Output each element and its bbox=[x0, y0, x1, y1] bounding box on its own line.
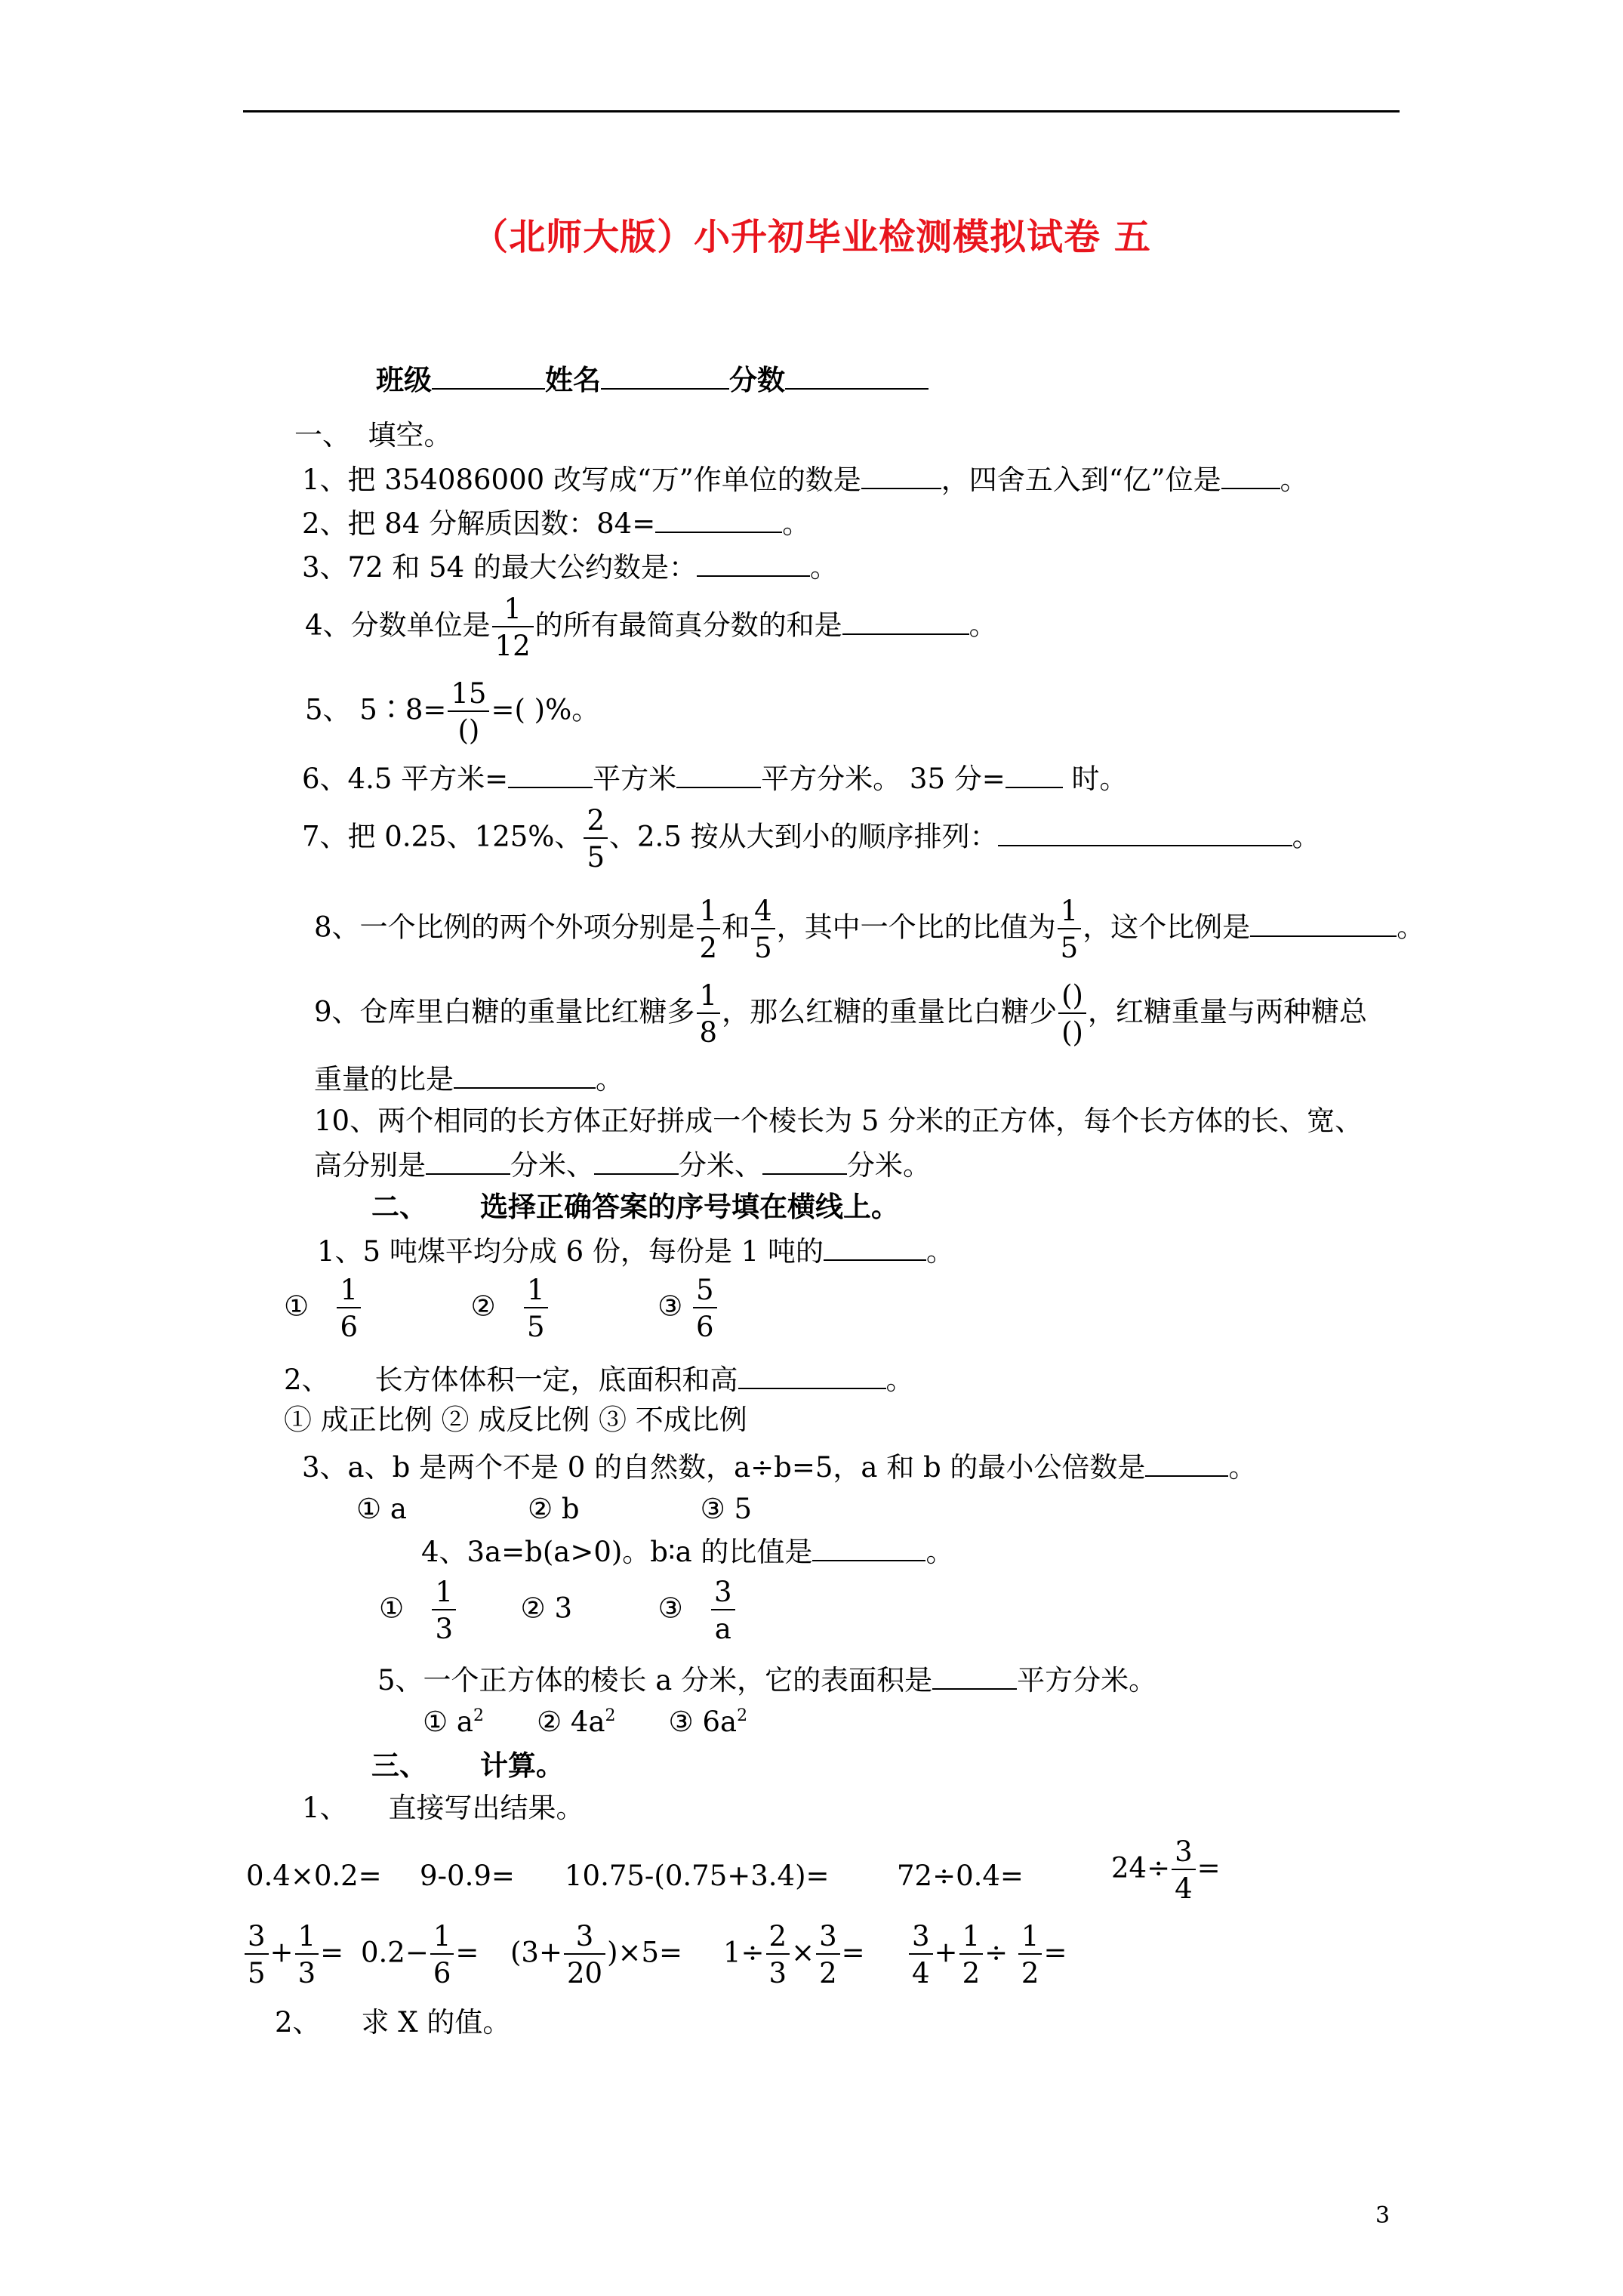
s2-q5: 5、一个正方体的棱长 a 分米，它的表面积是 平方分米。 bbox=[377, 1664, 1157, 1697]
header-rule bbox=[243, 110, 1400, 112]
s2-q1: 1、5 吨煤平均分成 6 份，每份是 1 吨的 。 bbox=[317, 1235, 954, 1268]
fraction: $\frac{1}{12}$ bbox=[492, 595, 534, 660]
calc-item: 10.75-(0.75+3.4)= bbox=[565, 1860, 830, 1892]
s1-q8: 8、一个比例的两个外项分别是 $\frac{1}{2}$ 和 $\frac{4}{5}$ ，其中一个比的比值为 $\frac{1}{5}$ ，这个比例是 。 bbox=[314, 895, 1425, 964]
fraction: $\frac{4}{5}$ bbox=[751, 897, 775, 962]
s2-q3-options: ① a ② b ③ 5 bbox=[356, 1493, 753, 1525]
name-blank bbox=[601, 365, 729, 390]
s3-q2: 2、 求 X 的值。 bbox=[275, 2006, 511, 2039]
student-info-line bbox=[376, 365, 929, 394]
fraction: $\frac{1}{8}$ bbox=[697, 982, 721, 1046]
calc-item: 72÷0.4= bbox=[897, 1860, 1024, 1892]
s1-q1: 1、把 354086000 改写成“万”作单位的数是 ，四舍五入到“亿”位是 。 bbox=[302, 464, 1308, 496]
s2-q4-options: ① $\frac{1}{3}$ ② 3 ③ $\frac{3}{a}$ bbox=[379, 1578, 737, 1643]
calc-item: $\frac{3}{5}$ + $\frac{1}{3}$ = bbox=[243, 1922, 343, 1987]
s1-q5: 5、 5∶8= $\frac{15}{()}$ =( )%。 bbox=[305, 677, 600, 747]
score-blank bbox=[785, 365, 929, 390]
page-number: 3 bbox=[1375, 2202, 1390, 2229]
s1-q6: 6、4.5 平方米= 平方米 平方分米。 35 分= 时。 bbox=[302, 763, 1128, 795]
s1-q3: 3、72 和 54 的最大公约数是： 。 bbox=[302, 551, 838, 584]
fraction: $\frac{15}{()}$ bbox=[448, 680, 489, 744]
calc-item: 1÷ $\frac{2}{3}$ × $\frac{3}{2}$ = bbox=[723, 1920, 865, 1989]
s2-q5-options: ① $a^2$ ② $4a^2$ ③ $6a^2$ bbox=[423, 1706, 748, 1738]
section2-heading: 二、 选择正确答案的序号填在横线上。 bbox=[371, 1190, 899, 1223]
calc-item: $\frac{3}{4}$ + $\frac{1}{2}$ ÷ $\frac{1}{2}$ = bbox=[907, 1922, 1067, 1987]
s1-q9-line2: 重量的比是 。 bbox=[314, 1063, 624, 1096]
fraction: $\frac{1}{2}$ bbox=[697, 897, 721, 962]
calc-item: 9-0.9= bbox=[420, 1860, 515, 1892]
s1-q7: 7、把 0.25、125%、 $\frac{2}{5}$ 、2.5 按从大到小的顺序排列： 。 bbox=[302, 804, 1320, 874]
fraction: $\frac{1}{5}$ bbox=[1058, 897, 1082, 962]
fraction: $\frac{2}{5}$ bbox=[584, 806, 608, 871]
s2-q4: 4、3a=b(a>0)。b∶a 的比值是 。 bbox=[421, 1536, 954, 1568]
calc-item: 0.4×0.2= bbox=[246, 1860, 382, 1892]
class-label: 班级 bbox=[376, 363, 432, 396]
section3-heading: 三、 计算。 bbox=[371, 1749, 564, 1782]
class-blank bbox=[432, 365, 545, 390]
s1-q10-line2: 高分别是 分米、 分米、 分米。 bbox=[314, 1149, 931, 1182]
section1-heading: 一、 填空。 bbox=[294, 419, 452, 451]
name-label: 姓名 bbox=[545, 363, 601, 396]
calc-item: (3+ $\frac{3}{20}$ )×5= bbox=[510, 1920, 683, 1989]
score-label: 分数 bbox=[729, 363, 785, 396]
s1-q2: 2、把 84 分解质因数：84= 。 bbox=[302, 507, 811, 540]
s2-q2-options: ① 成正比例 ② 成反比例 ③ 不成比例 bbox=[284, 1404, 747, 1436]
s3-q1: 1、 直接写出结果。 bbox=[302, 1792, 584, 1824]
page-title: （北师大版）小升初毕业检测模拟试卷 五 bbox=[472, 216, 1151, 258]
calc-item: 24÷ $\frac{3}{4}$ = bbox=[1111, 1835, 1221, 1905]
calc-item: 0.2− $\frac{1}{6}$ = bbox=[361, 1920, 479, 1989]
s1-q10-line1: 10、两个相同的长方体正好拼成一个棱长为 5 分米的正方体，每个长方体的长、宽、 bbox=[314, 1105, 1363, 1137]
fraction: $\frac{()}{()}$ bbox=[1058, 982, 1086, 1046]
s2-q1-options: ① $\frac{1}{6}$ ② $\frac{1}{5}$ ③ $\frac{5}{6}$ bbox=[284, 1276, 719, 1341]
s2-q3: 3、a、b 是两个不是 0 的自然数，a÷b=5，a 和 b 的最小公倍数是 。 bbox=[302, 1451, 1257, 1484]
s1-q4: 4、分数单位是 $\frac{1}{12}$ 的所有最简真分数的和是 。 bbox=[305, 593, 997, 662]
s2-q2: 2、 长方体体积一定，底面积和高 。 bbox=[284, 1364, 914, 1396]
s1-q9: 9、仓库里白糖的重量比红糖多 $\frac{1}{8}$ ，那么红糖的重量比白糖少 $\frac{()}{()}$ ，红糖重量与两种糖总 bbox=[314, 979, 1367, 1049]
